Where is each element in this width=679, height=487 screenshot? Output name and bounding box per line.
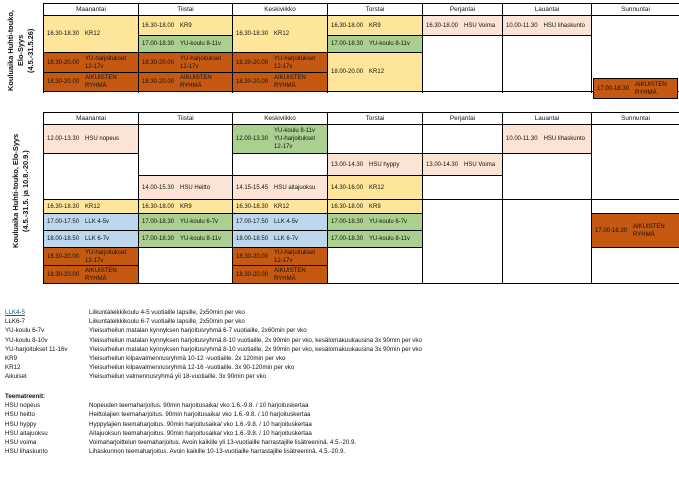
session-cell: 18.30-20.00 AIKUISTEN RYHMÄ — [233, 266, 328, 284]
empty-cell — [328, 248, 423, 284]
session-cell: 18.30-20.00 YU-harjoitukset 12-17v — [44, 53, 139, 73]
session-cell: 17.00-18.30 AIKUISTEN RYHMÄ — [592, 214, 679, 248]
session-cell: 17.00-18.30 YU-koulu 8-11v — [139, 231, 233, 248]
session-cell: 16.30-18.30 KR12 — [44, 16, 139, 53]
sunday-session-1: 17.00-18.30 AIKUISTEN RYHMÄ — [593, 78, 678, 99]
session-cell: 12.00-13.30 HSU nopeus — [44, 125, 139, 154]
day-header-tuesday: Tiistai — [139, 113, 233, 125]
table1-side-label: Kouluaika Huhti-touko, Elo-Syys (4.5.-31.5.26) — [6, 10, 35, 91]
session-cell: 16.30-18.00 KR9 — [328, 16, 423, 36]
session-cell: 16.30-18.00 KR9 — [139, 16, 233, 36]
session-cell: 13.00-14.30 HSU Voima — [423, 154, 503, 176]
empty-cell — [592, 248, 679, 284]
session-cell: 16.30-18.30 KR12 — [233, 200, 328, 214]
empty-cell — [44, 154, 139, 200]
session-cell: 14.15-15.45 HSU aitajuoksu — [233, 176, 328, 200]
day-header-friday: Perjantai — [423, 113, 503, 125]
session-cell: 18.00-20.00 KR12 — [328, 53, 423, 92]
day-header-wednesday: Keskiviikko — [233, 113, 328, 125]
session-cell: 10.00-11.30 HSU lihaskunto — [503, 16, 592, 36]
legend-key-link[interactable]: LLK4-5 — [5, 309, 25, 316]
table2-header-row — [44, 113, 679, 125]
session-cell: 14.00-15.30 HSU Heitto — [139, 176, 233, 200]
session-cell: 17.00-17.50 LLK 4-5v — [44, 214, 139, 231]
table2-side-label: Kouluaika Huhti-touko, Elo-Syys (4.5.-31.5. ja 10.8.-20.9.) — [11, 133, 30, 249]
empty-cell — [592, 125, 679, 200]
session-cell: 13.00-14.30 HSU hyppy — [328, 154, 423, 176]
empty-cell — [423, 125, 503, 154]
session-cell: 18.30-20.00 AIKUISTEN RYHMÄ — [44, 73, 139, 92]
empty-cell — [423, 200, 503, 284]
empty-cell — [423, 36, 503, 92]
session-cell: 10.00-11.30 HSU lihaskunto — [503, 125, 592, 154]
session-cell: 18.30-20.00 YU-harjoitukset 12-17v — [233, 248, 328, 266]
session-cell: 16.30-18.30 KR12 — [44, 200, 139, 214]
session-cell: 17.00-18.30 YU-koulu 6-7v — [328, 214, 423, 231]
session-cell: 17.00-18.30 YU-koulu 8-11v — [328, 36, 423, 53]
session-cell: 16.30-18.30 KR12 — [233, 16, 328, 53]
session-cell: 16.30-18.00 KR9 — [139, 200, 233, 214]
session-cell: 16.30-18.00 HSU Voima — [423, 16, 503, 36]
session-cell: 17.00-18.30 YU-koulu 8-11v — [139, 36, 233, 53]
theme-title: Teematreenit: — [5, 393, 46, 400]
session-cell: 17.00-17.50 LLK 4-5v — [233, 214, 328, 231]
schedule-table-2 — [43, 112, 679, 284]
day-header-tuesday: Tiistai — [139, 4, 233, 16]
session-cell: 18.30-20.00 YU-harjoitukset 12-17v — [233, 53, 328, 73]
day-header-sunday: Sunnuntai — [592, 113, 679, 125]
empty-cell — [423, 176, 503, 200]
day-header-saturday: Lauantai — [503, 113, 592, 125]
empty-cell — [328, 125, 423, 154]
day-header-monday: Maanantai — [44, 4, 139, 16]
day-header-thursday: Torstai — [328, 4, 423, 16]
empty-cell — [139, 125, 233, 176]
day-header-saturday: Lauantai — [503, 4, 592, 16]
empty-cell — [503, 154, 592, 200]
empty-cell — [503, 36, 592, 92]
session-cell: 18.30-20.00 AIKUISTEN RYHMÄ — [233, 73, 328, 92]
day-header-sunday: Sunnuntai — [592, 4, 679, 16]
day-header-friday: Perjantai — [423, 4, 503, 16]
empty-cell — [592, 200, 679, 214]
session-cell: 18.30-20.00 AIKUISTEN RYHMÄ — [44, 266, 139, 284]
empty-cell — [503, 200, 592, 284]
session-cell: 18.30-20.00 AIKUISTEN RYHMÄ — [139, 73, 233, 92]
session-cell: 17.00-18.30 YU-koulu 8-11v — [328, 231, 423, 248]
schedule-table-1 — [43, 3, 679, 92]
session-cell: 18.30-20.00 YU-harjoitukset 12-17v — [44, 248, 139, 266]
day-header-thursday: Torstai — [328, 113, 423, 125]
table1-header-row — [44, 4, 679, 16]
empty-cell — [233, 154, 328, 176]
session-cell: 18.00-18.50 LLK 6-7v — [44, 231, 139, 248]
session-cell: 18.30-20.00 YU-harjoitukset 12-17v — [139, 53, 233, 73]
day-header-monday: Maanantai — [44, 113, 139, 125]
session-cell: 16.30-18.00 KR9 — [328, 200, 423, 214]
day-header-wednesday: Keskiviikko — [233, 4, 328, 16]
session-cell: 18.00-18.50 LLK 6-7v — [233, 231, 328, 248]
session-cell: 14.30-16.00 KR12 — [328, 176, 423, 200]
empty-cell — [139, 248, 233, 284]
session-cell: 12.00-13.30 YU-koulu 8-11v YU-harjoitukset 12-17v — [233, 125, 328, 154]
session-cell: 17.00-18.30 YU-koulu 6-7v — [139, 214, 233, 231]
